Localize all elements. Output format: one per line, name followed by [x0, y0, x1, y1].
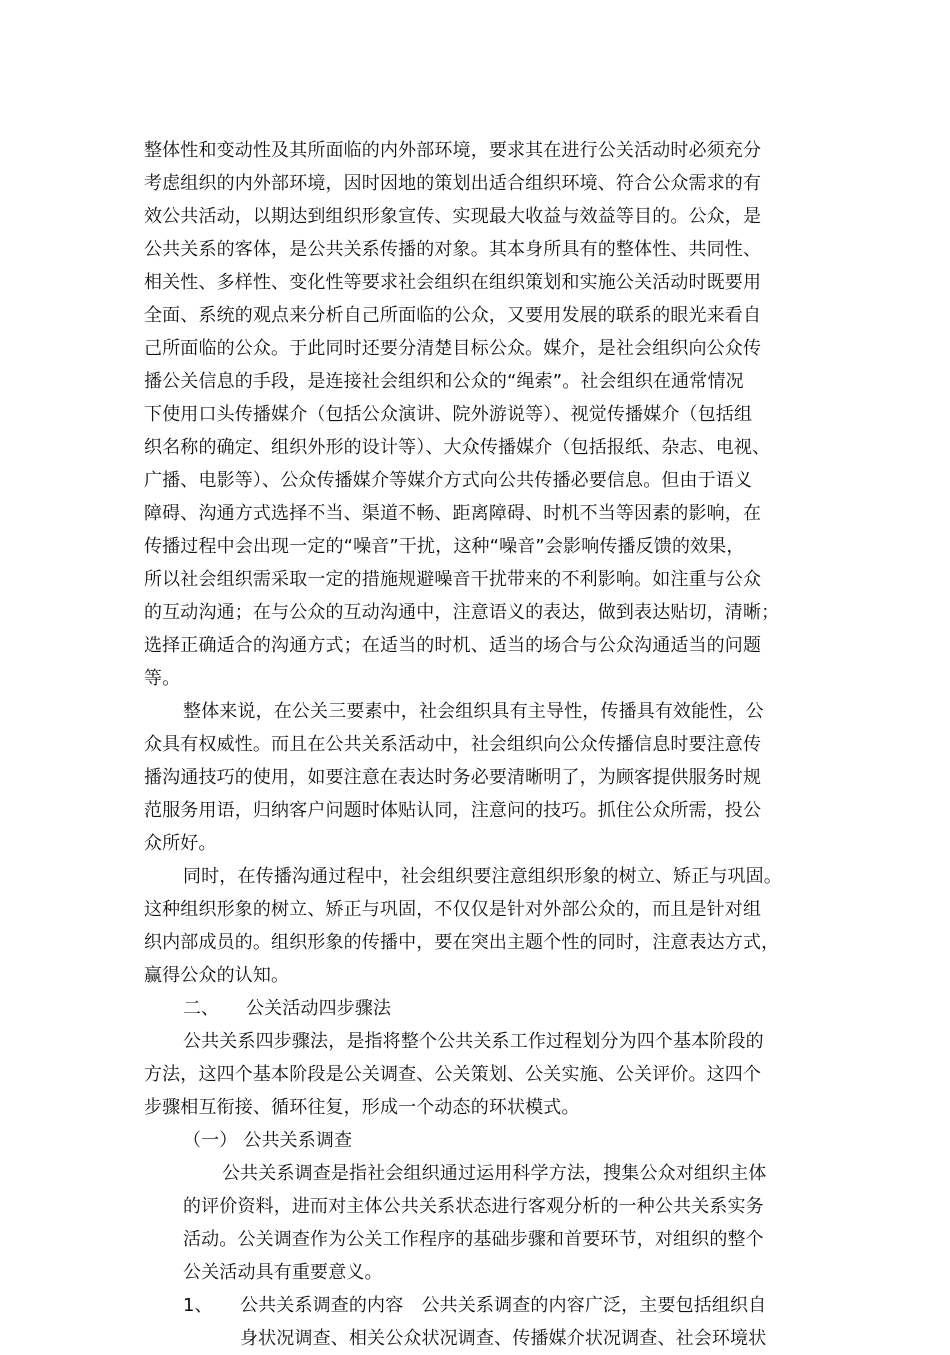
list-item-line: 公共关系调查的内容 公共关系调查的内容广泛，主要包括组织自	[240, 1295, 767, 1316]
section-number: 二、	[183, 998, 219, 1019]
section-title: 公关活动四步骤法	[246, 998, 392, 1019]
list-item-line: 身状况调查、相关公众状况调查、传播媒介状况调查、社会环境状	[240, 1328, 767, 1349]
paragraph-line: 播沟通技巧的使用，如要注意在表达时务必要清晰明了，为顾客提供服务时规	[144, 767, 762, 788]
paragraph-line: 障碍、沟通方式选择不当、渠道不畅、距离障碍、时机不当等因素的影响，在	[144, 503, 762, 524]
paragraph-line: 公关活动具有重要意义。	[183, 1262, 383, 1283]
paragraph-line: 同时，在传播沟通过程中，社会组织要注意组织形象的树立、矫正与巩固。	[183, 866, 782, 887]
subsection-heading: （一） 公共关系调查	[183, 1130, 353, 1151]
paragraph-line: 织内部成员的。组织形象的传播中，要在突出主题个性的同时，注意表达方式，	[144, 932, 780, 953]
paragraph-line: 选择正确适合的沟通方式；在适当的时机、适当的场合与公众沟通适当的问题	[144, 635, 762, 656]
paragraph-line: 效公共活动，以期达到组织形象宣传、实现最大收益与效益等目的。公众，是	[144, 206, 762, 227]
paragraph-line: 赢得公众的认知。	[144, 965, 290, 986]
paragraph-line: 众具有权威性。而且在公共关系活动中，社会组织向公众传播信息时要注意传	[144, 734, 762, 755]
paragraph-line: 己所面临的公众。于此同时还要分清楚目标公众。媒介，是社会组织向公众传	[144, 338, 762, 359]
paragraph-line: 考虑组织的内外部环境，因时因地的策划出适合组织环境、符合公众需求的有	[144, 173, 762, 194]
list-item-number: 1、	[183, 1295, 213, 1316]
paragraph-line: 的评价资料，进而对主体公共关系状态进行客观分析的一种公共关系实务	[183, 1196, 764, 1217]
paragraph-line: 等。	[144, 668, 181, 689]
paragraph-line: 活动。公关调查作为公关工作程序的基础步骤和首要环节，对组织的整个	[183, 1229, 764, 1250]
paragraph-line: 下使用口头传播媒介（包括公众演讲、院外游说等）、视觉传播媒介（包括组	[144, 404, 753, 425]
paragraph-line: 整体性和变动性及其所面临的内外部环境，要求其在进行公关活动时必须充分	[144, 140, 762, 161]
paragraph-line: 公共关系的客体，是公共关系传播的对象。其本身所具有的整体性、共同性、	[144, 239, 762, 260]
paragraph-line: 传播过程中会出现一定的“噪音”干扰，这种“噪音”会影响传播反馈的效果，	[144, 536, 745, 557]
paragraph-line: 这种组织形象的树立、矫正与巩固，不仅仅是针对外部公众的，而且是针对组	[144, 899, 762, 920]
paragraph-line: 织名称的确定、组织外形的设计等）、大众传播媒介（包括报纸、杂志、电视、	[144, 437, 771, 458]
paragraph-line: 步骤相互衔接、循环往复，形成一个动态的环状模式。	[144, 1097, 580, 1118]
paragraph-line: 整体来说，在公关三要素中，社会组织具有主导性，传播具有效能性，公	[183, 701, 764, 722]
paragraph-line: 公共关系四步骤法，是指将整个公共关系工作过程划分为四个基本阶段的	[183, 1031, 764, 1052]
paragraph-line: 公共关系调查是指社会组织通过运用科学方法，搜集公众对组织主体	[222, 1163, 767, 1184]
paragraph-line: 播公关信息的手段，是连接社会组织和公众的“绳索”。社会组织在通常情况	[144, 371, 744, 392]
paragraph-line: 范服务用语，归纳客户问题时体贴认同，注意问的技巧。抓住公众所需，投公	[144, 800, 762, 821]
paragraph-line: 广播、电影等）、公众传播媒介等媒介方式向公共传播必要信息。但由于语义	[144, 470, 753, 491]
paragraph-line: 的互动沟通；在与公众的互动沟通中，注意语义的表达，做到表达贴切，清晰；	[144, 602, 780, 623]
paragraph-line: 所以社会组织需采取一定的措施规避噪音干扰带来的不利影响。如注重与公众	[144, 569, 762, 590]
paragraph-line: 相关性、多样性、变化性等要求社会组织在组织策划和实施公关活动时既要用	[144, 272, 762, 293]
paragraph-line: 众所好。	[144, 833, 217, 854]
paragraph-line: 全面、系统的观点来分析自己所面临的公众，又要用发展的联系的眼光来看自	[144, 305, 762, 326]
paragraph-line: 方法，这四个基本阶段是公关调查、公关策划、公关实施、公关评价。这四个	[144, 1064, 762, 1085]
